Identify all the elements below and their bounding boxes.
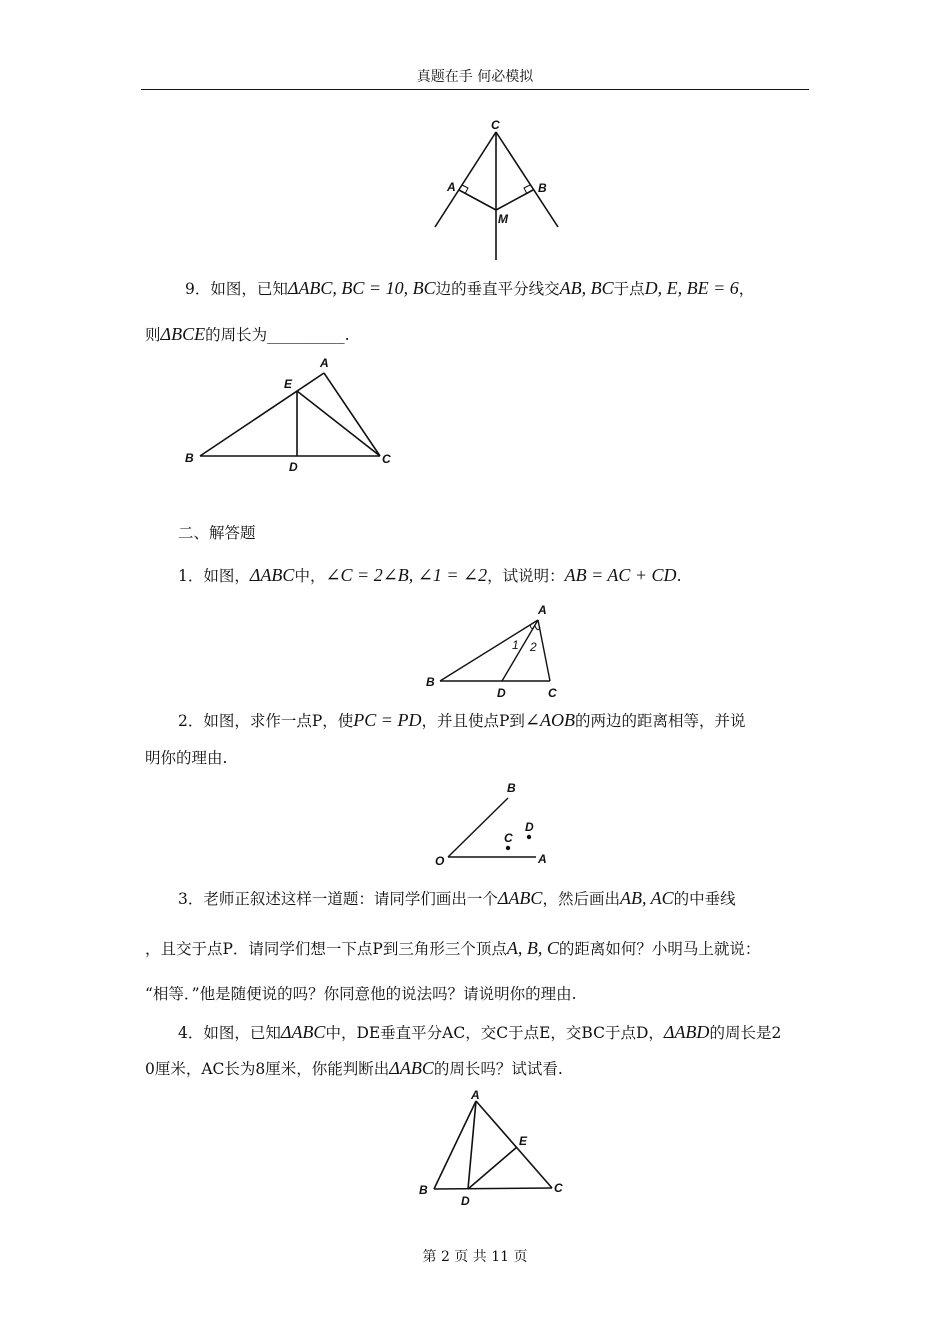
fig4-point-d bbox=[527, 835, 531, 839]
solve-question-4-line1: 4．如图，已知ΔABC中，DE垂直平分AC，交C于点E，交BC于点D，ΔABD的周长是2 bbox=[178, 1022, 782, 1042]
fig5-label-c: C bbox=[554, 1181, 563, 1195]
figure-triangle-abd bbox=[412, 1085, 577, 1210]
fig2-label-d: D bbox=[289, 460, 298, 474]
fig4-label-b: B bbox=[507, 781, 516, 795]
section-title: 二、解答题 bbox=[178, 524, 256, 542]
fig2-seg-ec bbox=[297, 391, 380, 456]
fig4-label-o: O bbox=[435, 854, 445, 868]
fig2-label-e: E bbox=[284, 377, 293, 391]
fig2-seg-ac bbox=[324, 373, 380, 456]
fig5-label-b: B bbox=[419, 1183, 428, 1197]
fig2-label-b: B bbox=[185, 451, 194, 465]
question-9-line1: 9．如图，已知ΔABC, BC = 10, BC边的垂直平分线交AB, BC于点D, E, BE = 6， bbox=[185, 278, 755, 298]
solve-question-4-line2: 0厘米，AC长为8厘米，你能判断出ΔABC的周长吗？试试看. bbox=[145, 1058, 563, 1078]
fig1-label-a: A bbox=[447, 180, 456, 194]
solve-question-1: 1．如图，ΔABC中，∠C = 2∠B, ∠1 = ∠2，试说明：AB = AC + CD. bbox=[178, 565, 682, 585]
fig3-label-c: C bbox=[548, 686, 557, 700]
figure-angle-bisector bbox=[425, 112, 565, 262]
solve-question-2-line1: 2．如图，求作一点P，使PC = PD，并且使点P到∠AOB的两边的距离相等，并说 bbox=[178, 710, 746, 730]
fig5-seg-ac bbox=[476, 1101, 552, 1188]
page-footer: 第 2 页 共 11 页 bbox=[422, 1249, 528, 1265]
figure-angle-aob bbox=[430, 775, 560, 870]
solve-question-3-line2: ，且交于点P．请同学们想一下点P到三角形三个顶点A, B, C的距离如何？小明马上就说： bbox=[145, 938, 761, 958]
answer-blank[interactable]: __________ bbox=[267, 326, 345, 344]
fig1-seg-am bbox=[459, 190, 496, 210]
question-9-line2: 则ΔBCE的周长为__________. bbox=[145, 324, 350, 344]
fig2-label-c: C bbox=[382, 452, 391, 466]
page-header: 真题在手 何必模拟 bbox=[416, 69, 534, 85]
fig1-seg-bm bbox=[496, 190, 533, 210]
fig3-seg-ac bbox=[538, 620, 550, 681]
fig1-label-c: C bbox=[491, 118, 500, 132]
fig5-label-e: E bbox=[519, 1134, 528, 1148]
fig3-label-b: B bbox=[426, 675, 435, 689]
header-rule bbox=[141, 89, 809, 90]
fig3-label-d: D bbox=[497, 686, 506, 700]
fig2-label-a: A bbox=[320, 356, 329, 370]
fig5-seg-de bbox=[468, 1147, 517, 1189]
fig4-label-c: C bbox=[504, 831, 513, 845]
solve-question-3-line1: 3．老师正叙述这样一道题：请同学们画出一个ΔABC，然后画出AB, AC的中垂线 bbox=[178, 888, 736, 908]
figure-triangle-bce bbox=[180, 350, 400, 480]
fig4-ray-ob bbox=[448, 798, 508, 857]
solve-question-2-line2: 明你的理由. bbox=[145, 749, 228, 767]
fig5-label-d: D bbox=[461, 1194, 470, 1208]
fig4-point-c bbox=[506, 846, 510, 850]
fig3-seg-ba bbox=[440, 620, 538, 681]
fig4-label-d: D bbox=[525, 820, 534, 834]
fig3-label-1: 1 bbox=[512, 638, 519, 652]
fig1-ray-ca bbox=[435, 132, 496, 227]
fig5-seg-bc bbox=[434, 1188, 552, 1189]
fig1-label-b: B bbox=[538, 181, 547, 195]
fig5-label-a: A bbox=[471, 1088, 480, 1102]
fig3-angle-arc-1 bbox=[530, 625, 535, 629]
fig4-label-a: A bbox=[538, 852, 547, 866]
fig3-label-2: 2 bbox=[530, 640, 537, 654]
fig2-seg-ba bbox=[200, 373, 324, 456]
figure-triangle-abc-bisector bbox=[420, 598, 570, 702]
fig3-label-a: A bbox=[538, 603, 547, 617]
solve-question-3-line3: “相等．”他是随便说的吗？你同意他的说法吗？请说明你的理由. bbox=[145, 985, 577, 1003]
fig1-label-m: M bbox=[498, 212, 508, 226]
